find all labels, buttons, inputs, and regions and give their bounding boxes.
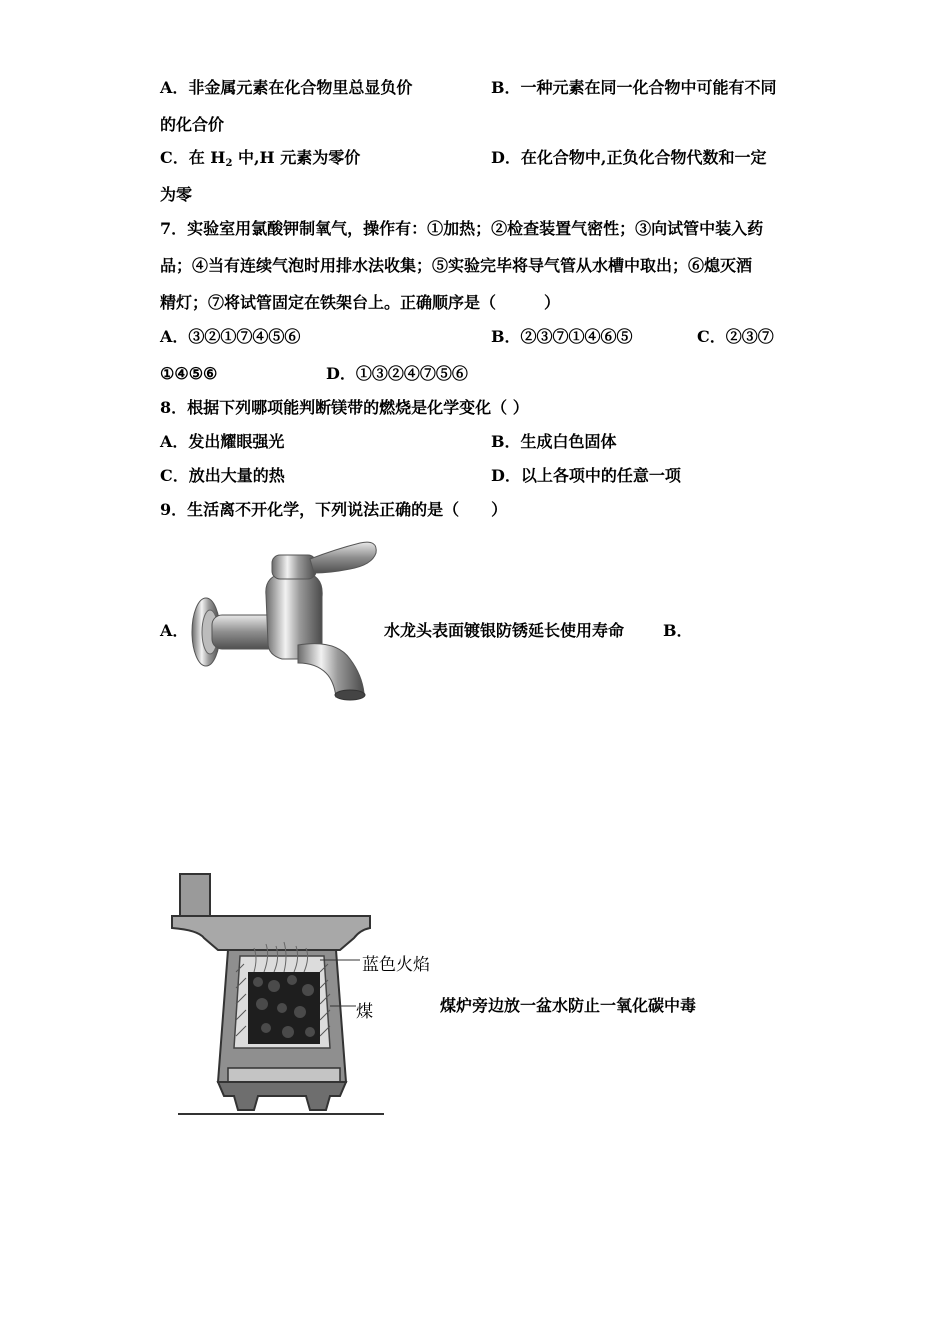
q6-option-c-pre: C．在 H (160, 148, 226, 167)
q6-option-b: B．一种元素在同一化合物中可能有不同 (491, 78, 777, 97)
faucet-image (186, 535, 382, 705)
q8-option-d: D．以上各项中的任意一项 (491, 466, 681, 485)
q9-option-a-text: 水龙头表面镀银防锈延长使用寿命 (384, 621, 625, 640)
q7-option-d: D．①③②④⑦⑤⑥ (326, 364, 468, 383)
q9-option-b-label: B． (663, 621, 693, 640)
q8-option-c: C．放出大量的热 (160, 466, 285, 485)
q9-option-b-text: 煤炉旁边放一盆水防止一氧化碳中毒 (440, 996, 697, 1015)
q9-stem: 9．生活离不开化学，下列说法正确的是（ ） (160, 500, 508, 519)
q6-option-c-post: 中,H 元素为零价 (232, 148, 361, 167)
q7-stem-line2: 品；④当有连续气泡时用排水法收集；⑤实验完毕将导气管从水槽中取出；⑥熄灭酒 (160, 256, 753, 275)
stove-label-blue-flame: 蓝色火焰 (362, 955, 430, 975)
q6-option-d: D．在化合物中,正负化合物代数和一定 (491, 148, 767, 167)
q7-stem-line1: 7．实验室用氯酸钾制氧气，操作有：①加热；②检查装置气密性；③向试管中装入药 (160, 219, 764, 238)
q6-option-c-sub: 2 (225, 158, 233, 169)
q7-option-b: B．②③⑦①④⑥⑤ (491, 327, 633, 346)
q6-option-a: A．非金属元素在化合物里总显负价 (160, 78, 413, 97)
q7-option-c-cont: ①④⑤⑥ (160, 364, 218, 383)
q7-stem-line3: 精灯；⑦将试管固定在铁架台上。正确顺序是（ ） (160, 293, 561, 312)
q6-option-d-cont: 为零 (160, 185, 193, 204)
q8-option-a: A．发出耀眼强光 (160, 432, 285, 451)
q7-option-a: A．③②①⑦④⑤⑥ (160, 327, 301, 346)
coal-stove-image (170, 872, 390, 1120)
q8-option-b: B．生成白色固体 (491, 432, 617, 451)
q9-option-a-label: A． (160, 621, 189, 640)
q7-option-c: C．②③⑦ (697, 327, 774, 346)
q6-option-c (160, 148, 360, 174)
q6-option-b-cont: 的化合价 (160, 115, 225, 134)
stove-label-coal: 煤 (356, 1002, 373, 1022)
q8-stem: 8．根据下列哪项能判断镁带的燃烧是化学变化（ ） (160, 398, 529, 417)
